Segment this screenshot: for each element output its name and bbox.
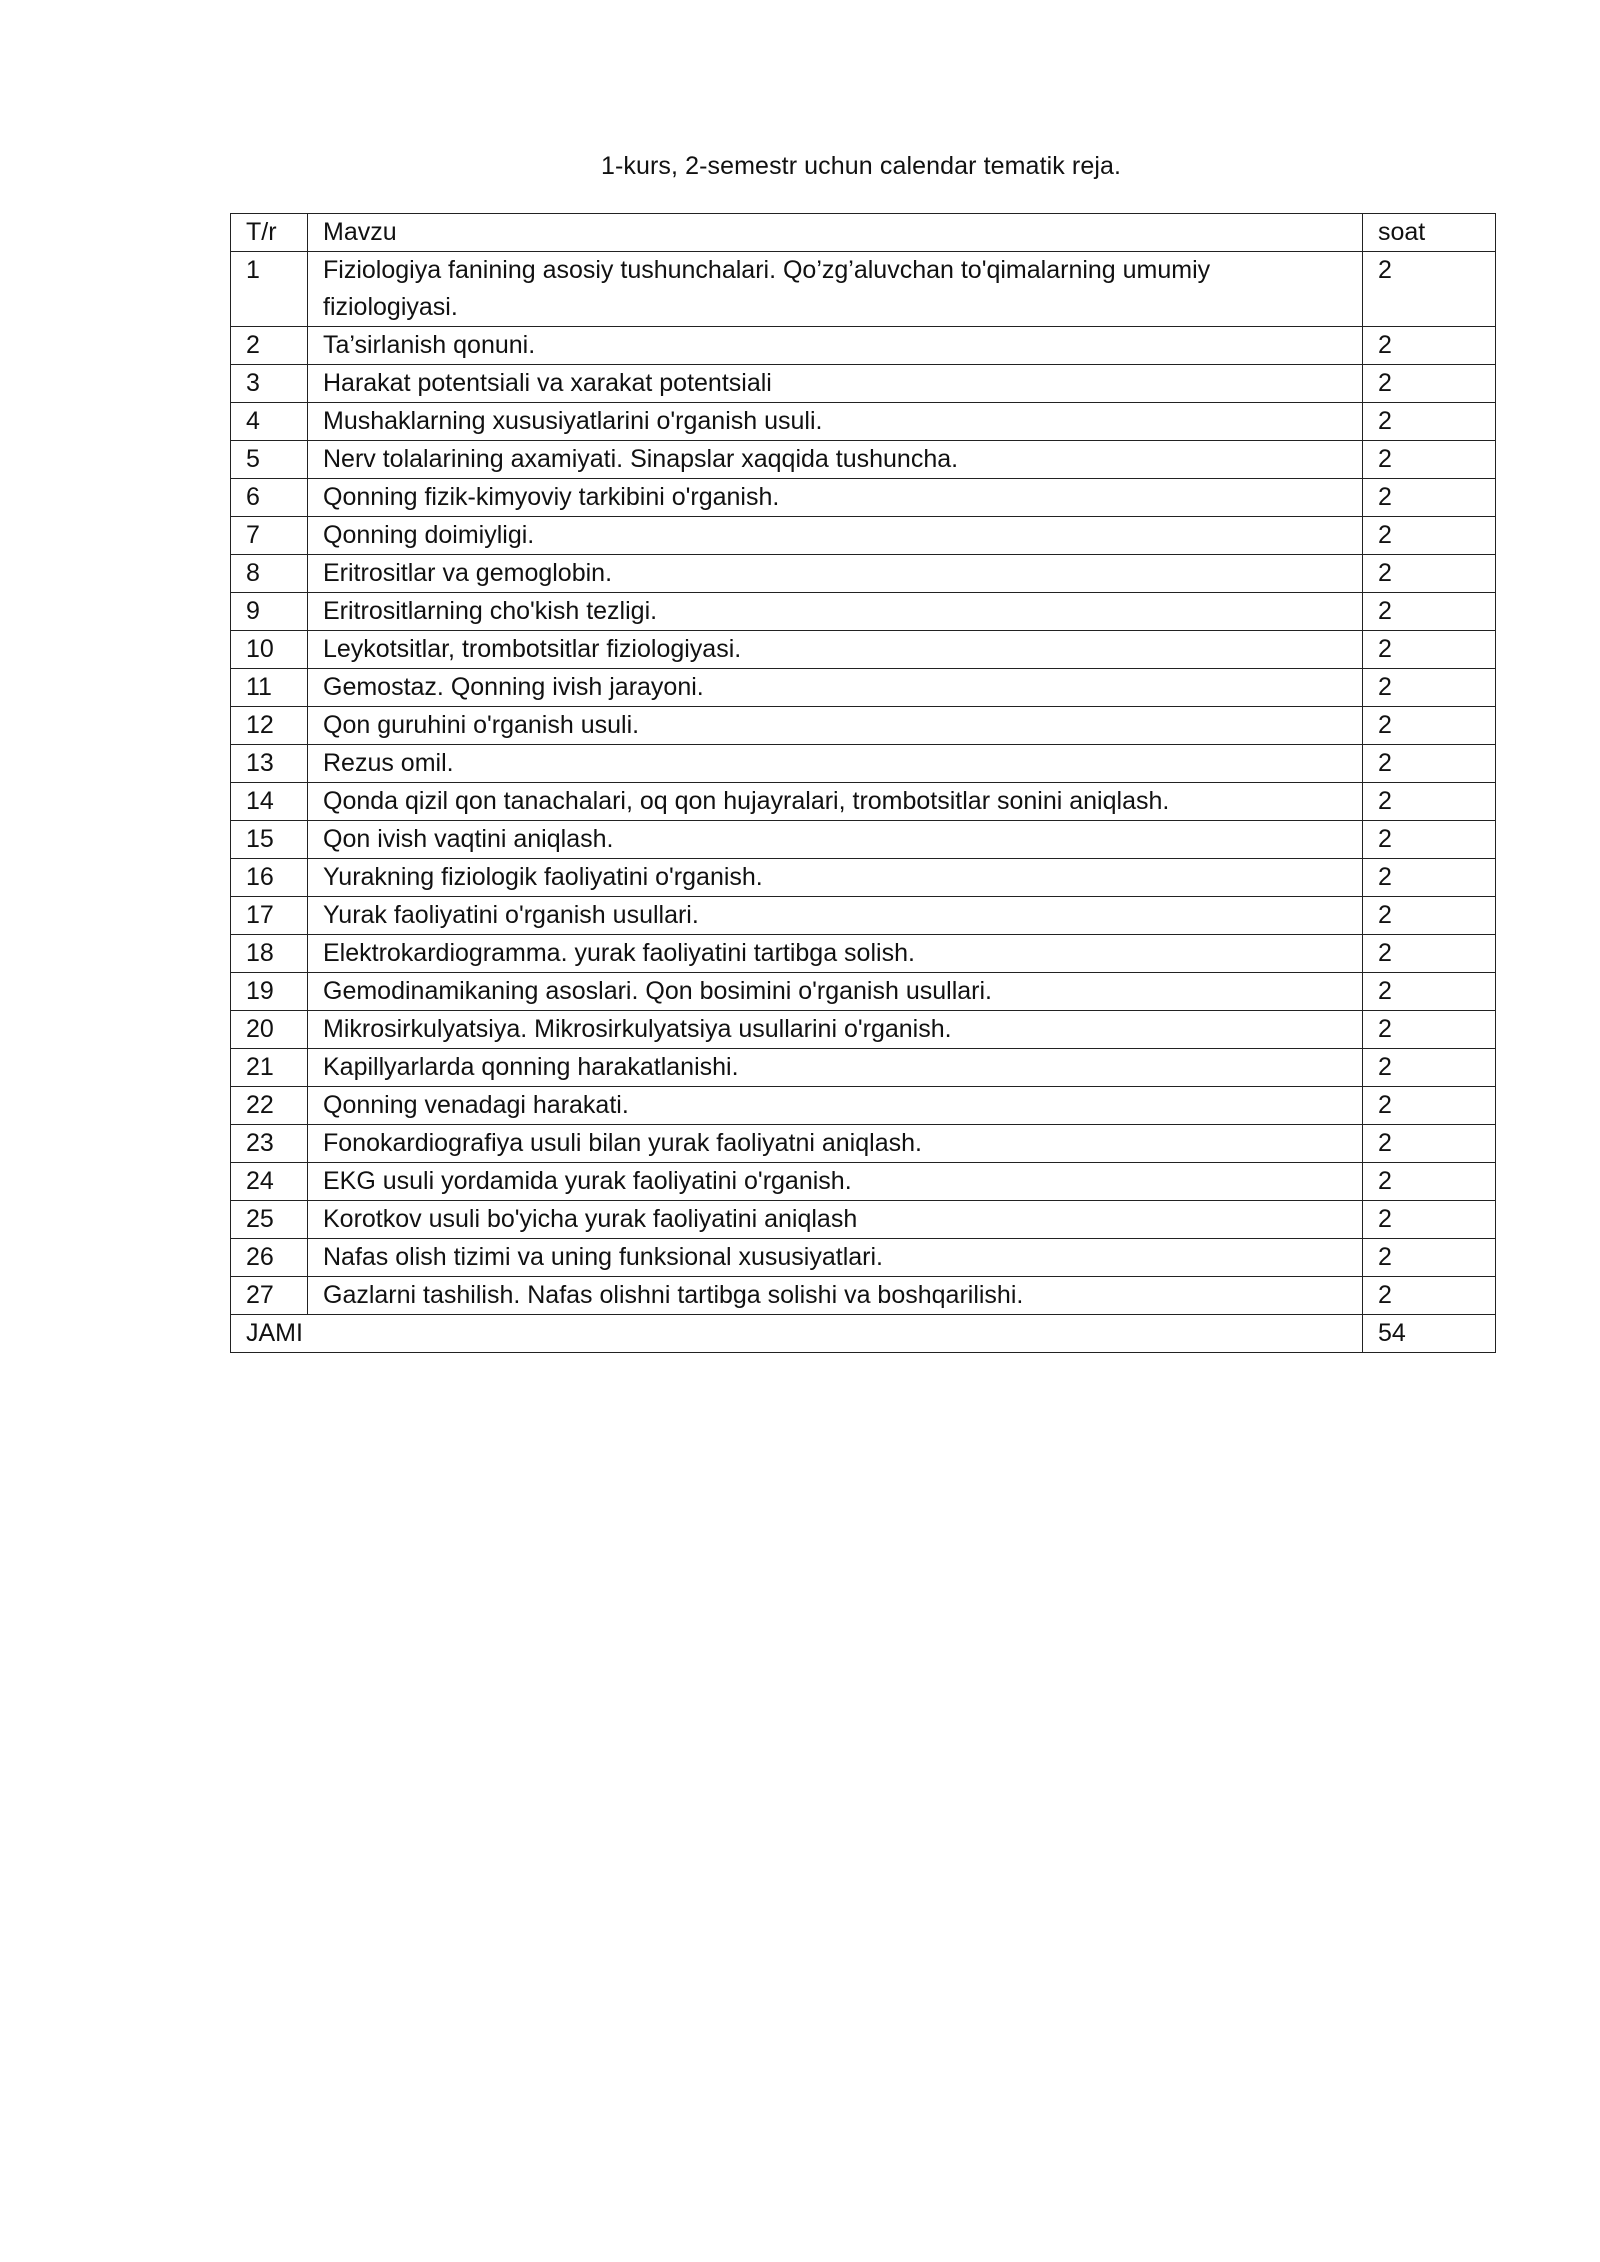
- row-number-cell: 22: [231, 1087, 308, 1125]
- row-number-cell: 2: [231, 327, 308, 365]
- table-row: [231, 441, 1496, 479]
- row-topic-cell: Qon ivish vaqtini aniqlash.: [308, 821, 1363, 859]
- table-row: [231, 707, 1496, 745]
- row-number-cell: 21: [231, 1049, 308, 1087]
- row-hours-cell: 2: [1363, 252, 1496, 327]
- row-topic-cell: Leykotsitlar, trombotsitlar fiziologiyasi.: [308, 631, 1363, 669]
- table-row: [231, 897, 1496, 935]
- row-hours-cell: 2: [1363, 973, 1496, 1011]
- header-hours: soat: [1363, 214, 1496, 252]
- table-row: [231, 1049, 1496, 1087]
- row-topic-cell: Mikrosirkulyatsiya. Mikrosirkulyatsiya usullarini o'rganish.: [308, 1011, 1363, 1049]
- table-row: [231, 365, 1496, 403]
- row-topic-cell: Elektrokardiogramma. yurak faoliyatini tartibga solish.: [308, 935, 1363, 973]
- row-topic-cell: Fonokardiografiya usuli bilan yurak faoliyatni aniqlash.: [308, 1125, 1363, 1163]
- row-topic-cell: Yurak faoliyatini o'rganish usullari.: [308, 897, 1363, 935]
- row-hours-cell: 2: [1363, 517, 1496, 555]
- row-topic-cell: Qon guruhini o'rganish usuli.: [308, 707, 1363, 745]
- row-topic-cell: Rezus omil.: [308, 745, 1363, 783]
- row-topic-cell: Eritrositlarning cho'kish tezligi.: [308, 593, 1363, 631]
- table-row: [231, 327, 1496, 365]
- row-hours-cell: 2: [1363, 783, 1496, 821]
- row-topic-cell: Nafas olish tizimi va uning funksional xususiyatlari.: [308, 1239, 1363, 1277]
- row-hours-cell: 2: [1363, 555, 1496, 593]
- row-number-cell: 4: [231, 403, 308, 441]
- row-number-cell: 8: [231, 555, 308, 593]
- table-body: [231, 214, 1496, 1353]
- row-topic-cell: EKG usuli yordamida yurak faoliyatini o'rganish.: [308, 1163, 1363, 1201]
- table-header-row: [231, 214, 1496, 252]
- page-title: 1-kurs, 2-semestr uchun calendar tematik reja.: [600, 152, 1122, 180]
- row-number-cell: 23: [231, 1125, 308, 1163]
- row-topic-cell: Korotkov usuli bo'yicha yurak faoliyatini aniqlash: [308, 1201, 1363, 1239]
- row-topic-cell: Gemostaz. Qonning ivish jarayoni.: [308, 669, 1363, 707]
- row-topic-cell: Kapillyarlarda qonning harakatlanishi.: [308, 1049, 1363, 1087]
- row-hours-cell: 2: [1363, 707, 1496, 745]
- row-number-cell: 19: [231, 973, 308, 1011]
- table-row: [231, 821, 1496, 859]
- table-row: [231, 479, 1496, 517]
- table-row: [231, 973, 1496, 1011]
- row-hours-cell: 2: [1363, 1049, 1496, 1087]
- table-row: [231, 517, 1496, 555]
- row-number-cell: 10: [231, 631, 308, 669]
- row-hours-cell: 2: [1363, 365, 1496, 403]
- row-hours-cell: 2: [1363, 669, 1496, 707]
- header-number: T/r: [231, 214, 308, 252]
- row-hours-cell: 2: [1363, 403, 1496, 441]
- row-number-cell: 6: [231, 479, 308, 517]
- row-number-cell: 5: [231, 441, 308, 479]
- row-topic-cell: Mushaklarning xususiyatlarini o'rganish usuli.: [308, 403, 1363, 441]
- row-hours-cell: 2: [1363, 859, 1496, 897]
- row-number-cell: 25: [231, 1201, 308, 1239]
- row-number-cell: 17: [231, 897, 308, 935]
- row-hours-cell: 2: [1363, 1011, 1496, 1049]
- row-hours-cell: 2: [1363, 745, 1496, 783]
- table-row: [231, 1125, 1496, 1163]
- table-row: [231, 1011, 1496, 1049]
- row-topic-cell: Nerv tolalarining axamiyati. Sinapslar xaqqida tushuncha.: [308, 441, 1363, 479]
- row-number-cell: 15: [231, 821, 308, 859]
- row-topic-cell: Gemodinamikaning asoslari. Qon bosimini o'rganish usullari.: [308, 973, 1363, 1011]
- row-number-cell: 24: [231, 1163, 308, 1201]
- row-number-cell: 9: [231, 593, 308, 631]
- row-number-cell: 20: [231, 1011, 308, 1049]
- table-row: [231, 403, 1496, 441]
- row-topic-cell: Yurakning fiziologik faoliyatini o'rganish.: [308, 859, 1363, 897]
- table-row: [231, 859, 1496, 897]
- row-hours-cell: 2: [1363, 631, 1496, 669]
- total-hours: 54: [1363, 1315, 1496, 1353]
- table-row: [231, 1239, 1496, 1277]
- row-number-cell: 12: [231, 707, 308, 745]
- row-topic-cell: Ta’sirlanish qonuni.: [308, 327, 1363, 365]
- table-row: [231, 935, 1496, 973]
- table-row: [231, 1163, 1496, 1201]
- row-topic-cell: Qonning fizik-kimyoviy tarkibini o'rganish.: [308, 479, 1363, 517]
- header-topic: Mavzu: [308, 214, 1363, 252]
- row-number-cell: 3: [231, 365, 308, 403]
- total-row: [231, 1315, 1496, 1353]
- row-hours-cell: 2: [1363, 935, 1496, 973]
- row-number-cell: 7: [231, 517, 308, 555]
- table-row: [231, 669, 1496, 707]
- row-number-cell: 14: [231, 783, 308, 821]
- row-hours-cell: 2: [1363, 1201, 1496, 1239]
- row-hours-cell: 2: [1363, 479, 1496, 517]
- row-topic-cell: Gazlarni tashilish. Nafas olishni tartibga solishi va boshqarilishi.: [308, 1277, 1363, 1315]
- row-hours-cell: 2: [1363, 1087, 1496, 1125]
- table-row: [231, 745, 1496, 783]
- row-number-cell: 18: [231, 935, 308, 973]
- calendar-plan-table: [230, 213, 1496, 1353]
- row-number-cell: 1: [231, 252, 308, 327]
- row-hours-cell: 2: [1363, 593, 1496, 631]
- row-hours-cell: 2: [1363, 1125, 1496, 1163]
- table-row: [231, 593, 1496, 631]
- table-row: [231, 631, 1496, 669]
- row-topic-cell: Fiziologiya fanining asosiy tushunchalari. Qo’zg’aluvchan to'qimalarning umumiy fiziologiyasi.: [308, 252, 1363, 327]
- total-label: JAMI: [231, 1315, 1363, 1353]
- row-topic-cell: Qonda qizil qon tanachalari, oq qon hujayralari, trombotsitlar sonini aniqlash.: [308, 783, 1363, 821]
- table-row: [231, 555, 1496, 593]
- row-hours-cell: 2: [1363, 1239, 1496, 1277]
- row-number-cell: 27: [231, 1277, 308, 1315]
- row-number-cell: 16: [231, 859, 308, 897]
- row-number-cell: 13: [231, 745, 308, 783]
- table-row: [231, 1277, 1496, 1315]
- table-row: [231, 1201, 1496, 1239]
- row-topic-cell: Harakat potentsiali va xarakat potentsiali: [308, 365, 1363, 403]
- table-row: [231, 783, 1496, 821]
- row-topic-cell: Eritrositlar va gemoglobin.: [308, 555, 1363, 593]
- row-number-cell: 26: [231, 1239, 308, 1277]
- row-hours-cell: 2: [1363, 441, 1496, 479]
- row-hours-cell: 2: [1363, 1277, 1496, 1315]
- table-row: [231, 1087, 1496, 1125]
- row-topic-cell: Qonning venadagi harakati.: [308, 1087, 1363, 1125]
- row-hours-cell: 2: [1363, 821, 1496, 859]
- row-number-cell: 11: [231, 669, 308, 707]
- row-hours-cell: 2: [1363, 1163, 1496, 1201]
- row-topic-cell: Qonning doimiyligi.: [308, 517, 1363, 555]
- row-hours-cell: 2: [1363, 327, 1496, 365]
- row-hours-cell: 2: [1363, 897, 1496, 935]
- table-row: [231, 252, 1496, 327]
